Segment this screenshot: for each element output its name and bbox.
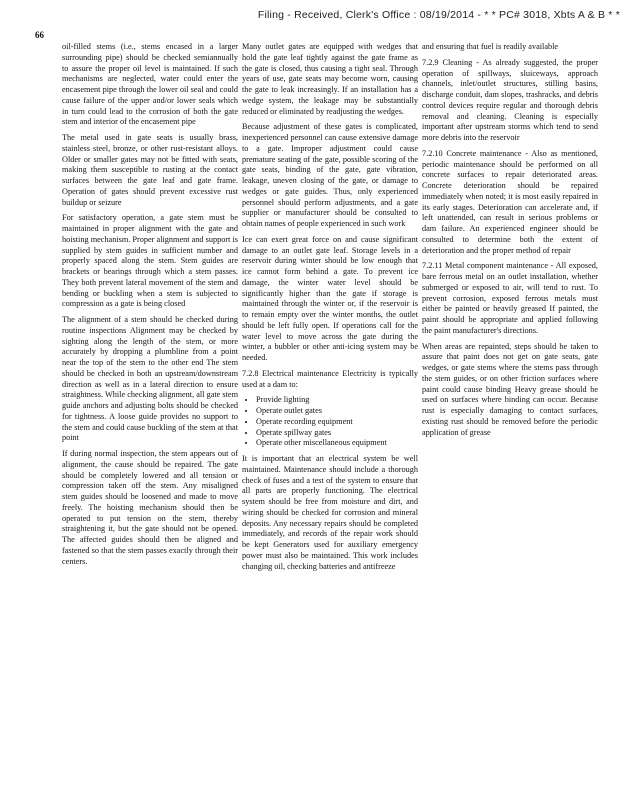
list-item: • Operate spillway gates — [256, 428, 418, 439]
filing-stamp-header: Filing - Received, Clerk's Office : 08/19/2014 - * * PC# 3018, Xbts A & B * * — [257, 9, 620, 21]
paragraph: When areas are repainted, steps should be taken to assure that paint does not get on gate seats, gate wedges, or gate stems where the stems pass through the stem guides, or on other friction surfaces where paint could cause binding Heavy grease should be used on surfaces where binding can occur. Because rust is especially damaging to contact surfaces, existing rust should be removed before the periodic application of grease — [422, 341, 598, 437]
paragraph: Many outlet gates are equipped with wedges that hold the gate leaf tightly against the gate frame as the gate is closed, thus causing a tight seal. Through years of use, gate seats may become worn, causing the gate to leak increasingly. If an installation has a wedge system, the leakage may be substantially reduced or eliminated by readjusting the wedges. — [242, 42, 418, 116]
section-cleaning: 7.2.9 Cleaning - As already suggested, the proper operation of spillways, sluiceways, approach channels, inlet/outlet structures, stilling basins, discharge conduit, dam slopes, trashracks, and debris control devices require regular and thorough debris removal and cleaning. Cleaning is especially important after upstream storms which tend to send more debris into the reservoir — [422, 57, 598, 142]
paragraph: The alignment of a stem should be checked during routine inspections Alignment may be checked by sighting along the length of the stem, or more accurately by dropping a plumbline from a point near the top of the stem to the other end The stem should be checked in both an upstream/downstream direction as well as in a lateral direction to ensure straightness. While checking alignment, all gate stem guide anchors and adjusting bolts should be checked for tightness. A loose guide provides no support to the stem and could cause buckling of the stem at that point — [62, 315, 238, 443]
paragraph: For satisfactory operation, a gate stem must be maintained in proper alignment with the gate and hoisting mechanism. Proper alignment and support is supplied by stem guides in sufficient number and properly spaced along the stem. Stem guides are brackets or bearings through which a stem passes. They both prevent lateral movement of the stem and bending or buckling when a stem is subjected to compression as a gate is being closed — [62, 213, 238, 309]
list-item: • Operate recording equipment — [256, 417, 418, 428]
paragraph: Because adjustment of these gates is complicated, inexperienced personnel can cause extensive damage to a gate. Improper adjustment could cause premature seating of the gate, possible scoring of the gate seats, binding of the gate, gate vibration, leakage, uneven closing of the gate, or damage to wedges or gate guides. Thus, only experienced personnel should perform adjustments, and a gate supplier or manufacturer should be consulted to obtain names of people experienced in such work — [242, 122, 418, 228]
paragraph: It is important that an electrical system be well maintained. Maintenance should include a thorough check of fuses and a test of the system to ensure that all parts are properly functioning. The electrical system should be free from moisture and dirt, and wiring should be checked for corrosion and mineral deposits. Any necessary repairs should be completed immediately, and records of the repair work should be kept Generators used for auxiliary emergency power must also be maintained. This work includes changing oil, checking batteries and antifreeze — [242, 454, 418, 571]
bullet-list — [242, 395, 418, 449]
column-middle — [242, 42, 418, 577]
column-right — [422, 42, 598, 443]
page-number: 66 — [35, 30, 44, 40]
paragraph: and ensuring that fuel is readily available — [422, 42, 559, 51]
paragraph: Ice can exert great force on and cause significant damage to an outlet gate leaf. Storage levels in a reservoir during winter should be low enough that ice cannot form behind a gate. To prevent ice damage, the winter water level should be significantly higher than the gate if storage is maintained through the winter or, if the reservoir is to remain empty over the winter months, the outlet should be left fully open. If operations call for the water level to move across the gate during the winter, a bubbler or other anti-icing system may be needed. — [242, 234, 418, 362]
paragraph: oil-filled stems (i.e., stems encased in a larger surrounding pipe) should be checked semiannually to assure the proper oil level is maintained. If such mechanisms are neglected, water could enter the encasement pipe through the lower oil seal and could cause failure of the upper and/or lower seals which in turn could lead to the corrosion of both the gate stem and interior of the encasement pipe — [62, 42, 238, 127]
section-concrete-maintenance: 7.2.10 Concrete maintenance - Also as mentioned, periodic maintenance should be performed on all concrete surfaces to repair deteriorated areas. Concrete deterioration should be repaired immediately when noted; it is most easily repaired in its early stages. Deterioration can accelerate and, if left unattended, can result in serious problems or dam failure. An experienced engineer should be consulted to determine both the extent of deterioration and the proper method of repair — [422, 148, 598, 255]
paragraph: If during normal inspection, the stem appears out of alignment, the cause should be repaired. The gate should be completely lowered and all tension or compression taken off the stem. Any misaligned stem guides should be loosened and made to move freely. The hoisting mechanism should then be operated to put tension on the stem, thereby straightening it, but the gate should not be opened. The affected guides should then be aligned and fastened so that the stem passes exactly through their centers. — [62, 449, 238, 566]
column-left — [62, 42, 238, 572]
section-metal-maintenance: 7.2.11 Metal component maintenance - All exposed, bare ferrous metal on an outlet installation, whether submerged or exposed to air, will tend to rust. To prevent corrosion, exposed ferrous metals must either be painted or heavily greased If painted, the paint should be appropriate and applied following the paint manufacturer's directions. — [422, 261, 598, 335]
list-item: • Provide lighting — [256, 395, 418, 406]
list-item: • Operate other miscellaneous equipment — [256, 438, 418, 449]
list-item: • Operate outlet gates — [256, 406, 418, 417]
paragraph: The metal used in gate seats is usually brass, stainless steel, bronze, or other rust-resistant alloys. Older or smaller gates may not be fitted with seats, making them susceptible to rusting at the contact surfaces between the gate leaf and gate frame. Operation of gates should prevent excessive rust buildup or seizure — [62, 133, 238, 207]
section-heading-electrical: 7.2.8 Electrical maintenance Electricity is typically used at a dam to: — [242, 368, 418, 389]
